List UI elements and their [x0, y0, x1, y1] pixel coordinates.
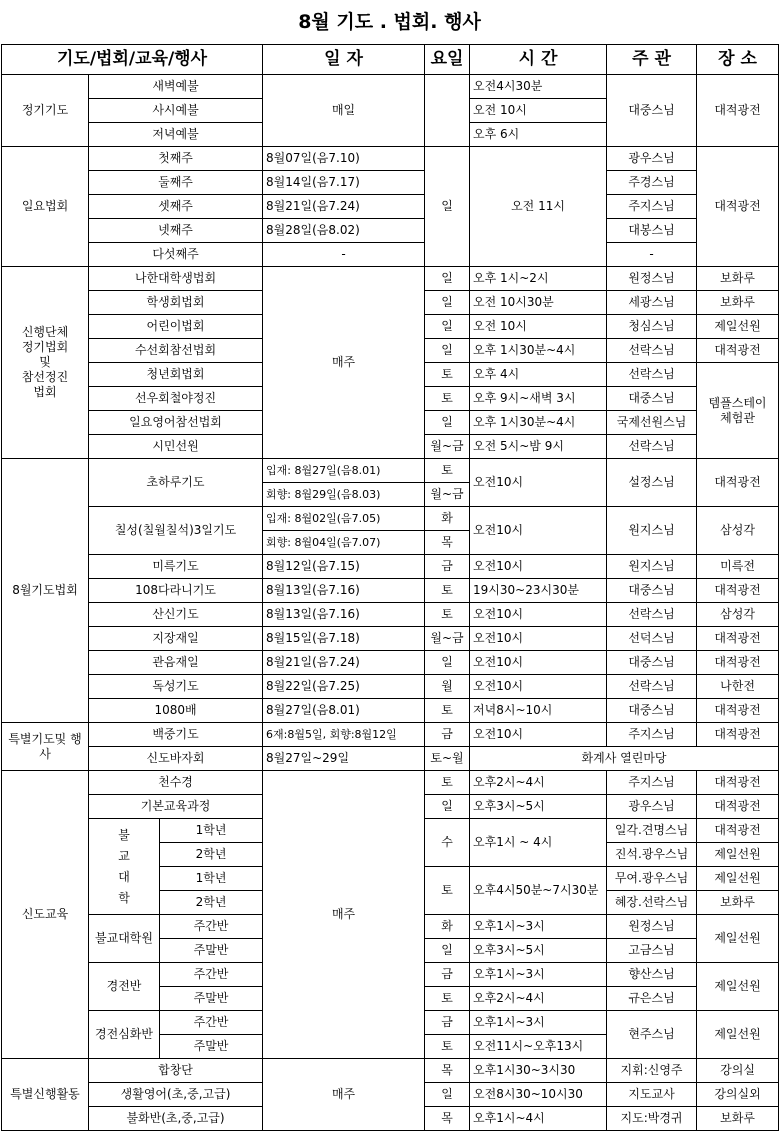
place-cell: 보화루 — [697, 291, 779, 315]
grade-cell: 1학년 — [160, 867, 263, 891]
grade-cell: 1학년 — [160, 819, 263, 843]
place-cell: 대적광전 — [697, 771, 779, 795]
program-name: 새벽예불 — [89, 75, 263, 99]
table-row — [2, 675, 779, 699]
header-place: 장 소 — [697, 45, 779, 75]
header-date: 일 자 — [263, 45, 425, 75]
grade-cell: 2학년 — [160, 843, 263, 867]
time-cell: 오전10시 — [470, 459, 607, 507]
date-cell: 8월13일(음7.16) — [263, 603, 425, 627]
time-cell: 오후3시~5시 — [470, 939, 607, 963]
day-cell: 수 — [425, 819, 470, 867]
program-name: 산신기도 — [89, 603, 263, 627]
host-cell: 주지스님 — [607, 723, 697, 747]
host-cell: 주경스님 — [607, 171, 697, 195]
program-name: 나한대학생법회 — [89, 267, 263, 291]
category-cell: 특별기도및 행사 — [2, 723, 89, 771]
day-cell: 일 — [425, 267, 470, 291]
host-cell: 선락스님 — [607, 435, 697, 459]
day-cell: 목 — [425, 531, 470, 555]
program-name: 생활영어(초,중,고급) — [89, 1083, 263, 1107]
time-cell: 오후1시30~3시30 — [470, 1059, 607, 1083]
day-cell: 일 — [425, 795, 470, 819]
program-name: 관음재일 — [89, 651, 263, 675]
time-cell: 오후 4시 — [470, 363, 607, 387]
program-name: 넷째주 — [89, 219, 263, 243]
place-cell: 대적광전 — [697, 339, 779, 363]
time-cell: 오전8시30~10시30 — [470, 1083, 607, 1107]
day-cell — [425, 75, 470, 147]
header-host: 주 관 — [607, 45, 697, 75]
place-cell: 강의실외 — [697, 1083, 779, 1107]
date-cell: 매주 — [263, 267, 425, 459]
date-cell: 8월13일(음7.16) — [263, 579, 425, 603]
grade-cell: 2학년 — [160, 891, 263, 915]
host-cell: 지도:박경귀 — [607, 1107, 697, 1131]
date-cell: - — [263, 243, 425, 267]
day-cell: 일 — [425, 939, 470, 963]
host-cell: 원정스님 — [607, 267, 697, 291]
date-cell: 8월28일(음8.02) — [263, 219, 425, 243]
day-cell: 금 — [425, 963, 470, 987]
day-cell: 일 — [425, 411, 470, 435]
date-cell: 6재:8월5일, 회향:8월12일 — [263, 723, 425, 747]
program-name: 셋째주 — [89, 195, 263, 219]
host-cell: 주지스님 — [607, 195, 697, 219]
program-name: 경전반 — [89, 963, 160, 1011]
host-cell: 원지스님 — [607, 507, 697, 555]
table-row — [2, 579, 779, 603]
place-cell: 제일선원 — [697, 867, 779, 891]
place-cell: 제일선원 — [697, 843, 779, 867]
time-cell: 오후 9시~새벽 3시 — [470, 387, 607, 411]
table-row — [2, 171, 779, 195]
day-cell: 토 — [425, 699, 470, 723]
table-row — [2, 1059, 779, 1083]
date-cell: 입재: 8월02일(음7.05) — [263, 507, 425, 531]
program-name: 선우회철야정진 — [89, 387, 263, 411]
date-cell: 매주 — [263, 1059, 425, 1131]
category-cell: 신도교육 — [2, 771, 89, 1059]
place-cell: 대적광전 — [697, 651, 779, 675]
day-cell: 목 — [425, 1059, 470, 1083]
day-cell: 화 — [425, 507, 470, 531]
time-cell: 오전10시 — [470, 555, 607, 579]
time-cell: 오후1시 ~ 4시 — [470, 819, 607, 867]
time-cell: 오전 10시 — [470, 315, 607, 339]
program-name: 시민선원 — [89, 435, 263, 459]
day-cell: 토 — [425, 771, 470, 795]
time-cell: 오후 6시 — [470, 123, 607, 147]
host-cell: 현주스님 — [607, 1011, 697, 1059]
day-cell: 월~금 — [425, 435, 470, 459]
table-row — [2, 147, 779, 171]
day-cell: 토 — [425, 459, 470, 483]
program-name: 108다라니기도 — [89, 579, 263, 603]
day-cell: 금 — [425, 723, 470, 747]
host-cell: 대중스님 — [607, 75, 697, 147]
day-cell: 토 — [425, 387, 470, 411]
place-cell: 제일선원 — [697, 915, 779, 963]
place-cell: 대적광전 — [697, 579, 779, 603]
time-cell: 오전10시 — [470, 651, 607, 675]
header-row — [2, 45, 779, 75]
day-cell: 일 — [425, 339, 470, 363]
program-name: 백중기도 — [89, 723, 263, 747]
table-row — [2, 627, 779, 651]
host-cell: 지도교사 — [607, 1083, 697, 1107]
date-cell: 8월07일(음7.10) — [263, 147, 425, 171]
host-cell: 대중스님 — [607, 699, 697, 723]
time-cell: 19시30~23시30분 — [470, 579, 607, 603]
place-cell: 나한전 — [697, 675, 779, 699]
program-name: 미륵기도 — [89, 555, 263, 579]
time-cell: 오전 10시30분 — [470, 291, 607, 315]
program-name: 칠성(칠월칠석)3일기도 — [89, 507, 263, 555]
sub-class-cell: 주간반 — [160, 1011, 263, 1035]
time-cell: 오후4시50분~7시30분 — [470, 867, 607, 915]
program-name: 1080배 — [89, 699, 263, 723]
table-row — [2, 507, 779, 531]
page-title: 8월 기도 . 법회. 행사 — [298, 11, 481, 33]
sub-class-cell: 주말반 — [160, 939, 263, 963]
day-cell: 토 — [425, 603, 470, 627]
program-name: 지장재일 — [89, 627, 263, 651]
day-cell: 일 — [425, 291, 470, 315]
day-cell: 월~금 — [425, 483, 470, 507]
schedule-table — [1, 44, 779, 1131]
host-cell: 선락스님 — [607, 675, 697, 699]
place-cell: 보화루 — [697, 267, 779, 291]
time-cell: 오후 1시~2시 — [470, 267, 607, 291]
time-cell: 오후1시~3시 — [470, 1011, 607, 1035]
category-cell: 일요법회 — [2, 147, 89, 267]
program-name: 독성기도 — [89, 675, 263, 699]
day-cell: 목 — [425, 1107, 470, 1131]
time-cell: 오전10시 — [470, 603, 607, 627]
table-row — [2, 219, 779, 243]
program-name: 둘째주 — [89, 171, 263, 195]
date-cell: 8월21일(음7.24) — [263, 195, 425, 219]
program-name: 경전심화반 — [89, 1011, 160, 1059]
date-cell: 8월22일(음7.25) — [263, 675, 425, 699]
header-day: 요일 — [425, 45, 470, 75]
host-cell: 대봉스님 — [607, 219, 697, 243]
place-cell: 대적광전 — [697, 723, 779, 747]
day-cell: 일 — [425, 147, 470, 267]
time-cell: 오후1시~3시 — [470, 915, 607, 939]
program-name: 학생회법회 — [89, 291, 263, 315]
program-name: 천수경 — [89, 771, 263, 795]
host-cell: 혜장.선락스님 — [607, 891, 697, 915]
host-cell: 대중스님 — [607, 387, 697, 411]
time-cell: 오전 10시 — [470, 99, 607, 123]
category-cell: 정기기도 — [2, 75, 89, 147]
host-cell: 광우스님 — [607, 795, 697, 819]
program-name: 청년회법회 — [89, 363, 263, 387]
time-cell: 오전 11시 — [470, 147, 607, 267]
program-name: 저녁예불 — [89, 123, 263, 147]
place-cell: 대적광전 — [697, 627, 779, 651]
date-cell: 입재: 8월27일(음8.01) — [263, 459, 425, 483]
program-name: 어린이법회 — [89, 315, 263, 339]
host-cell: 대중스님 — [607, 651, 697, 675]
host-cell: 선락스님 — [607, 603, 697, 627]
program-name: 불화반(초,중,고급) — [89, 1107, 263, 1131]
place-cell: 미륵전 — [697, 555, 779, 579]
day-cell: 토 — [425, 987, 470, 1011]
place-cell: 삼성각 — [697, 603, 779, 627]
host-cell: - — [607, 243, 697, 267]
sub-class-cell: 주간반 — [160, 915, 263, 939]
place-cell: 강의실 — [697, 1059, 779, 1083]
time-cell: 오후 1시30분~4시 — [470, 411, 607, 435]
day-cell: 토 — [425, 867, 470, 915]
host-cell: 진석.광우스님 — [607, 843, 697, 867]
host-cell: 선락스님 — [607, 363, 697, 387]
time-cell: 오전10시 — [470, 723, 607, 747]
table-row — [2, 603, 779, 627]
date-cell: 매주 — [263, 771, 425, 1059]
program-name: 불교대학원 — [89, 915, 160, 963]
host-cell: 설정스님 — [607, 459, 697, 507]
host-cell: 청심스님 — [607, 315, 697, 339]
header-program: 기도/법회/교육/행사 — [2, 45, 263, 75]
time-cell: 오후2시~4시 — [470, 771, 607, 795]
time-cell: 오전10시 — [470, 675, 607, 699]
place-cell: 대적광전 — [697, 459, 779, 507]
day-cell: 금 — [425, 555, 470, 579]
day-cell: 화 — [425, 915, 470, 939]
table-row — [2, 555, 779, 579]
time-cell: 오전11시~오후13시 — [470, 1035, 607, 1059]
time-cell: 오전 5시~밤 9시 — [470, 435, 607, 459]
host-cell: 광우스님 — [607, 147, 697, 171]
time-cell: 오후1시~4시 — [470, 1107, 607, 1131]
place-cell: 제일선원 — [697, 1011, 779, 1059]
place-cell: 보화루 — [697, 891, 779, 915]
place-cell: 대적광전 — [697, 819, 779, 843]
host-cell: 선덕스님 — [607, 627, 697, 651]
place-cell: 대적광전 — [697, 699, 779, 723]
place-cell: 템플스테이 체험관 — [697, 363, 779, 459]
table-row — [2, 195, 779, 219]
program-name: 수선회참선법회 — [89, 339, 263, 363]
time-cell: 오전10시 — [470, 507, 607, 555]
date-cell: 회향: 8월29일(음8.03) — [263, 483, 425, 507]
sub-class-cell: 주말반 — [160, 1035, 263, 1059]
sub-class-cell: 주말반 — [160, 987, 263, 1011]
header-time: 시 간 — [470, 45, 607, 75]
place-cell: 대적광전 — [697, 75, 779, 147]
date-cell: 매일 — [263, 75, 425, 147]
time-cell: 오전10시 — [470, 627, 607, 651]
place-cell: 제일선원 — [697, 315, 779, 339]
place-cell: 보화루 — [697, 1107, 779, 1131]
table-row — [2, 699, 779, 723]
place-cell: 삼성각 — [697, 507, 779, 555]
host-cell: 무여.광우스님 — [607, 867, 697, 891]
sub-class-cell: 주간반 — [160, 963, 263, 987]
host-cell: 지휘:신영주 — [607, 1059, 697, 1083]
program-name: 초하루기도 — [89, 459, 263, 507]
host-cell: 고금스님 — [607, 939, 697, 963]
program-name: 첫째주 — [89, 147, 263, 171]
place-cell: 대적광전 — [697, 795, 779, 819]
place-cell: 대적광전 — [697, 147, 779, 267]
table-row — [2, 243, 779, 267]
day-cell: 토 — [425, 363, 470, 387]
table-row — [2, 723, 779, 747]
category-cell: 8월기도법회 — [2, 459, 89, 723]
day-cell: 일 — [425, 651, 470, 675]
table-row — [2, 771, 779, 795]
time-cell: 오후1시~3시 — [470, 963, 607, 987]
table-row — [2, 459, 779, 483]
host-cell: 원정스님 — [607, 915, 697, 939]
day-cell: 토~월 — [425, 747, 470, 771]
host-cell: 선락스님 — [607, 339, 697, 363]
time-place-cell: 화계사 열린마당 — [470, 747, 779, 771]
date-cell: 8월27일(음8.01) — [263, 699, 425, 723]
category-cell: 신행단체 정기법회 및 참선정진 법회 — [2, 267, 89, 459]
program-name: 일요영어참선법회 — [89, 411, 263, 435]
day-cell: 월 — [425, 675, 470, 699]
host-cell: 국제선원스님 — [607, 411, 697, 435]
place-cell: 제일선원 — [697, 963, 779, 1011]
host-cell: 원지스님 — [607, 555, 697, 579]
host-cell: 규은스님 — [607, 987, 697, 1011]
date-cell: 8월21일(음7.24) — [263, 651, 425, 675]
date-cell: 8월15일(음7.18) — [263, 627, 425, 651]
day-cell: 일 — [425, 1083, 470, 1107]
time-cell: 오전4시30분 — [470, 75, 607, 99]
host-cell: 주지스님 — [607, 771, 697, 795]
program-name: 다섯째주 — [89, 243, 263, 267]
date-cell: 8월27일~29일 — [263, 747, 425, 771]
time-cell: 오후 1시30분~4시 — [470, 339, 607, 363]
date-cell: 8월12일(음7.15) — [263, 555, 425, 579]
time-cell: 오후2시~4시 — [470, 987, 607, 1011]
date-cell: 회향: 8월04일(음7.07) — [263, 531, 425, 555]
host-cell: 일각.견명스님 — [607, 819, 697, 843]
day-cell: 토 — [425, 1035, 470, 1059]
table-row — [2, 651, 779, 675]
program-name: 합창단 — [89, 1059, 263, 1083]
host-cell: 대중스님 — [607, 579, 697, 603]
program-name: 신도바자회 — [89, 747, 263, 771]
date-cell: 8월14일(음7.17) — [263, 171, 425, 195]
table-row — [2, 747, 779, 771]
category-cell: 특별신행활동 — [2, 1059, 89, 1131]
time-cell: 오후3시~5시 — [470, 795, 607, 819]
day-cell: 일 — [425, 315, 470, 339]
host-cell: 향산스님 — [607, 963, 697, 987]
college-label: 불 교 대 학 — [89, 819, 160, 915]
day-cell: 금 — [425, 1011, 470, 1035]
host-cell: 세광스님 — [607, 291, 697, 315]
table-row — [2, 75, 779, 99]
table-row — [2, 267, 779, 291]
time-cell: 저녁8시~10시 — [470, 699, 607, 723]
day-cell: 토 — [425, 579, 470, 603]
day-cell: 월~금 — [425, 627, 470, 651]
program-name: 기본교육과정 — [89, 795, 263, 819]
program-name: 사시예불 — [89, 99, 263, 123]
